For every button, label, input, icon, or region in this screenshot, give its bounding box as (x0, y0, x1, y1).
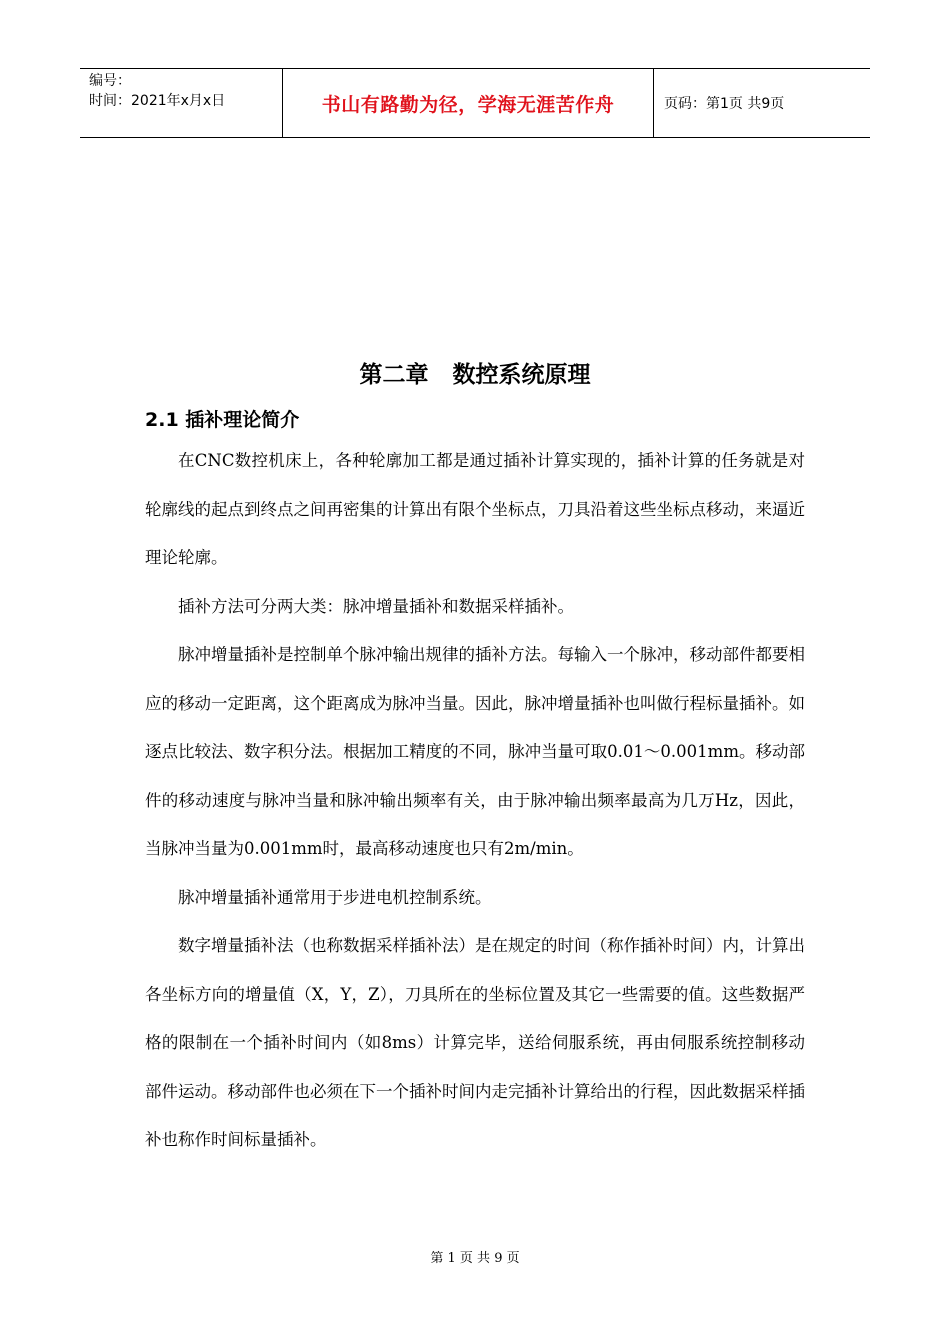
header-motto-cell (282, 69, 654, 137)
paragraph: 脉冲增量插补是控制单个脉冲输出规律的插补方法。每输入一个脉冲，移动部件都要相应的移动一定距离，这个距离成为脉冲当量。因此，脉冲增量插补也叫做行程标量插补。如逐点比较法、数字积分法。根据加工精度的不同，脉冲当量可取0.01～0.001mm。移动部件的移动速度与脉冲当量和脉冲输出频率有关，由于脉冲输出频率最高为几万Hz，因此，当脉冲当量为0.001mm时，最高移动速度也只有2m/min。 (145, 645, 805, 858)
document-date-label: 时间：2021年x月x日 (89, 93, 226, 109)
page-footer: 第 1 页 共 9 页 (430, 1251, 520, 1266)
paragraph: 脉冲增量插补通常用于步进电机控制系统。 (178, 887, 492, 907)
header-motto: 书山有路勤为径，学海无涯苦作舟 (321, 93, 615, 116)
section-title: 2.1 插补理论简介 (145, 409, 300, 431)
document-number-label: 编号： (89, 73, 131, 89)
page-header (80, 68, 870, 138)
header-page-cell (654, 69, 870, 137)
header-page-number: 页码：第1页 共9页 (664, 96, 785, 112)
paragraph: 数字增量插补法（也称数据采样插补法）是在规定的时间（称作插补时间）内，计算出各坐标方向的增量值（X，Y，Z），刀具所在的坐标位置及其它一些需要的值。这些数据严格的限制在一个插补时间内（如8ms）计算完毕，送给伺服系统，再由伺服系统控制移动部件运动。移动部件也必须在下一个插补时间内走完插补计算给出的行程，因此数据采样插补也称作时间标量插补。 (145, 936, 805, 1149)
chapter-title: 第二章 数控系统原理 (359, 362, 591, 388)
body-text (145, 437, 805, 1165)
paragraph: 插补方法可分两大类：脉冲增量插补和数据采样插补。 (178, 596, 574, 616)
header-info-cell (80, 69, 282, 137)
paragraph: 在CNC数控机床上，各种轮廓加工都是通过插补计算实现的，插补计算的任务就是对轮廓线的起点到终点之间再密集的计算出有限个坐标点，刀具沿着这些坐标点移动，来逼近理论轮廓。 (145, 451, 805, 567)
